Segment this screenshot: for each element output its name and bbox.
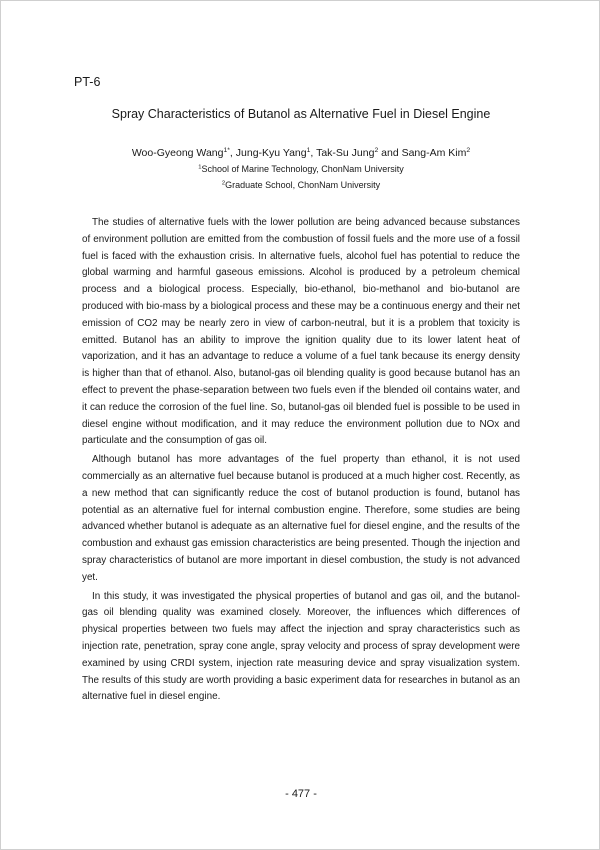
author-name: Jung-Kyu Yang — [235, 147, 307, 159]
author-affiliation-mark: 1 — [306, 146, 311, 154]
affiliation-text: School of Marine Technology, ChonNam University — [201, 164, 404, 174]
body-paragraph-3: In this study, it was investigated the physical properties of butanol and gas oil, and the butanol-gas oil blending quality was examined closely. Moreover, the influences which differences of physical properties between two fuels may affect the injection and spray characteristics such as injection rate, penetration, spray cone angle, spray velocity and process of spray development were examined by using CRDI system, injection rate measuring device and spray visualization system. The results of this study are worth providing a basic experiment data for researches in butanol as an alternative fuel in diesel engine. — [82, 590, 520, 703]
affiliation-1 — [1, 164, 600, 174]
abstract-body — [82, 215, 520, 708]
author-affiliation-mark: 2 — [466, 146, 471, 154]
session-code: PT-6 — [74, 75, 101, 89]
author-affiliation-mark: 2 — [374, 146, 379, 154]
author-name: Woo-Gyeong Wang — [131, 147, 224, 159]
affiliation-mark: 2 — [221, 180, 226, 187]
paper-title: Spray Characteristics of Butanol as Alternative Fuel in Diesel Engine — [111, 107, 491, 121]
page-number: - 477 - — [285, 788, 317, 800]
author-affiliation-mark: 1* — [223, 146, 230, 154]
author-separator: , — [310, 147, 317, 159]
affiliation-2 — [1, 180, 600, 190]
author-separator: , — [229, 147, 236, 159]
affiliation-mark: 1 — [198, 164, 202, 171]
body-paragraph-2: Although butanol has more advantages of the fuel property than ethanol, it is not used commercially as an alternative fuel because butanol is produced at a much higher cost. Recently, as a new method that can significantly reduce the cost of butanol production is found, butanol has potential as an alternative fuel for internal combustion engine. Therefore, some studies are being advanced whether butanol is adequate as an alternative fuel for diesel engine, and the results of the combustion and exhaust gas emission characteristics are being presented. Though the injection and spray characteristics of butanol are more important in diesel combustion, the study is not advanced yet. — [82, 454, 520, 583]
author-separator: and — [378, 147, 402, 159]
body-paragraph-1: The studies of alternative fuels with the lower pollution are being advanced because substances of environment pollution are emitted from the combustion of fossil fuels and the more use of a fossil fuel is faced with the exhaustion crisis. In alternative fuels, alcohol fuel has potential to reduce the global warming and harmful gaseous emissions. Alcohol is produced by a petroleum chemical process and a biological process. Especially, bio-ethanol, bio-methanol and bio-butanol are produced with bio-mass by a biological process and these may be a continuous energy and their net emission of CO2 may be nearly zero in view of carbon-neutral, but it is a problem that toxicity is emitted. Butanol has an ability to improve the ignition quality due to its lower latent heat of vaporization, and it has an advantage to reduce a volume of a fuel tank because its energy density is higher than that of ethanol. Also, butanol-gas oil blending quality is good because butanol has an effect to prevent the phase-separation between two fuels even if the blended oil contains water, and it can reduce the corrosion of the fuel line. So, butanol-gas oil blended fuel is possible to be used in diesel engine without modification, and it may reduce the environment pollution due to NOx and particulate and the consumption of gas oil. — [82, 217, 520, 447]
affiliation-text: Graduate School, ChonNam University — [225, 180, 381, 190]
author-name: Tak-Su Jung — [316, 147, 375, 159]
author-name: Sang-Am Kim — [401, 147, 467, 159]
author-line — [1, 147, 600, 159]
